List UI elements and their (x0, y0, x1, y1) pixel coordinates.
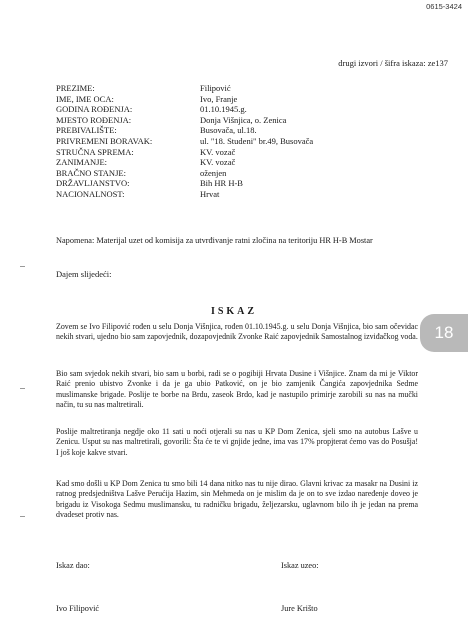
field-value: 01.10.1945.g. (200, 104, 247, 115)
statement-paragraph: Kad smo došli u KP Dom Zenica tu smo bili 14 dana nitko nas tu nije dirao. Glavni krivac za masakr na Dusini iz ratnog predsjedništva Lašve Perućija Hazim, sin Mehmeda on je mislim da je on to sve izdao naređenje doveo je brigadu iz Visokoga Sedmu muslimansku, tu radničku brigadu, željezarsku, uglavnom bilo ih je jedan na prema dvadeset protiv nas. (56, 479, 418, 520)
signature-label-taken: Iskaz uzeo: (281, 561, 319, 570)
statement-paragraph: Zovem se Ivo Filipović rođen u selu Donja Višnjica, rođen 01.10.1945.g. u selu Donja Višnjica, bio sam očevidac nekih stvari, ujedno bio sam zapovjednik, dozapovjednik Zvonke Raić zapovjednik Samostalnog izviđačkog voda. (56, 322, 418, 342)
field-label: NACIONALNOST: (56, 188, 125, 199)
field-value: Ivo, Franje (200, 93, 238, 104)
field-row (56, 94, 313, 105)
field-label: MJESTO ROĐENJA: (56, 114, 132, 125)
field-row (56, 104, 313, 115)
field-value: Donja Višnjica, o. Zenica (200, 114, 287, 125)
note-text: Napomena: Materijal uzet od komisija za utvrđivanje ratni zločina na teritoriju HR H-B Mostar (56, 236, 373, 245)
source-code: drugi izvori / šifra iskaza: ze137 (338, 58, 448, 68)
signature-label-given: Iskaz dao: (56, 561, 90, 570)
field-row (56, 125, 313, 136)
field-row (56, 168, 313, 179)
document-title: ISKAZ (210, 306, 258, 317)
statement-intro: Dajem slijedeći: (56, 269, 112, 279)
field-value: KV. vozač (200, 146, 236, 157)
personal-data-fields (56, 83, 313, 200)
field-row (56, 136, 313, 147)
field-label: GODINA ROĐENJA: (56, 104, 133, 115)
field-value: Filipović (200, 83, 231, 93)
field-label: ZANIMANJE: (56, 157, 107, 168)
field-row (56, 189, 313, 200)
field-label: PREBIVALIŠTE: (56, 125, 117, 136)
field-row (56, 115, 313, 126)
field-value: KV. vozač (200, 157, 236, 168)
field-value: Bih HR H-B (200, 178, 243, 189)
document-id: 0615-3424 (426, 2, 462, 11)
field-value: oženjen (200, 167, 227, 178)
margin-mark (20, 388, 25, 389)
field-value: Hrvat (200, 188, 220, 199)
field-row (56, 157, 313, 168)
page-number: 18 (434, 323, 454, 342)
field-label: PRIVREMENI BORAVAK: (56, 135, 153, 146)
statement-paragraph: Bio sam svjedok nekih stvari, bio sam u borbi, radi se o pogibiji Hrvata Dusine i Višnjice. Znam da mi je Viktor Raić prenio ubistvo Zvonke i da je ga ubio Patković, on je bio zamjenik Čangića zapovjednika Sedme muslimanske brigade. Poslije te borbe na Brdu, zaseok Brdo, kad je nastupilo primirje zarobili su nas na mučki način, tu su nas maltretirali. (56, 369, 418, 410)
field-label: STRUČNA SPREMA: (56, 146, 134, 157)
field-label: PREZIME: (56, 83, 95, 93)
margin-mark (20, 516, 25, 517)
field-label: DRŽAVLJANSTVO: (56, 178, 130, 189)
signature-name-taken: Jure Krišto (281, 604, 318, 613)
field-value: Busovača, ul.18. (200, 125, 257, 136)
field-label: BRAČNO STANJE: (56, 167, 126, 178)
page-number-tab[interactable] (420, 314, 468, 352)
field-row (56, 178, 313, 189)
statement-paragraph: Poslije maltretiranja negdje oko 11 sati u noći otjerali su nas u KP Dom Zenica, sjeli smo na autobus Lašve u Zenicu. Usput su nas maltretirali, govorili: Šta će te vi gnjide jedne, ima vas 17% propjterat ćemo vas do Posušja! I još koje kakve stvari. (56, 427, 418, 457)
field-value: ul. "18. Studeni" br.49, Busovača (200, 135, 314, 146)
signature-name-given: Ivo Filipović (56, 604, 100, 613)
field-row (56, 147, 313, 158)
margin-mark (20, 266, 25, 267)
field-label: IME, IME OCA: (56, 93, 114, 104)
field-row (56, 83, 313, 94)
